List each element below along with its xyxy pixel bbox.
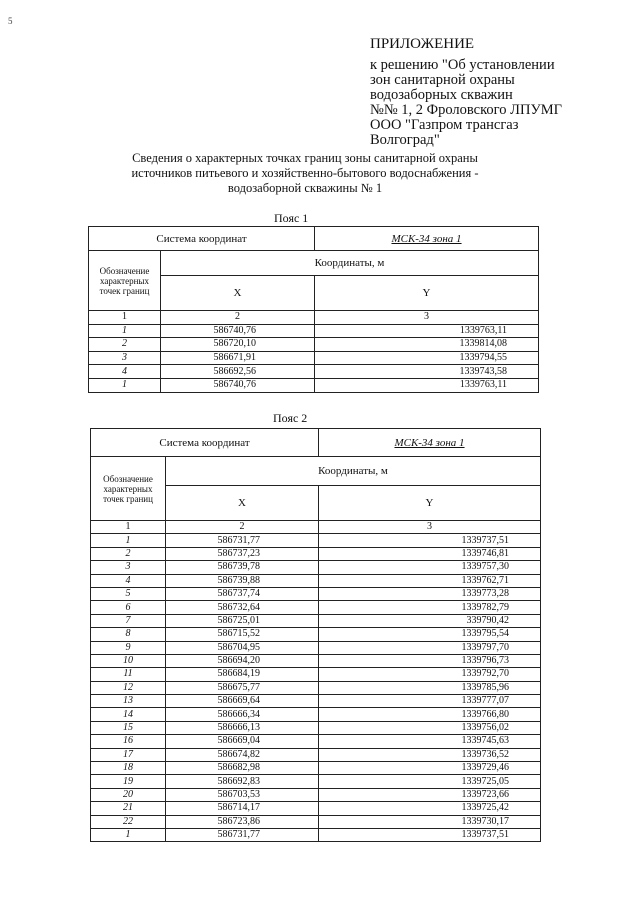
x-cell: 586674,82: [166, 748, 319, 761]
appendix-title: ПРИЛОЖЕНИЕ: [370, 36, 475, 52]
column-number: 3: [319, 521, 541, 534]
table-row: [91, 547, 541, 560]
column-number: 2: [161, 311, 315, 325]
y-cell: 1339746,81: [319, 547, 541, 560]
point-cell: 10: [91, 654, 166, 667]
y-cell: 1339723,66: [319, 788, 541, 801]
y-cell: 1339795,54: [319, 628, 541, 641]
x-cell: 586694,20: [166, 654, 319, 667]
x-cell: 586731,77: [166, 828, 319, 841]
table-row: [91, 654, 541, 667]
table-row: [91, 561, 541, 574]
x-cell: 586739,78: [166, 561, 319, 574]
table-row: [91, 708, 541, 721]
table-row: [91, 828, 541, 841]
y-cell: 1339763,11: [315, 378, 539, 392]
appendix-line: №№ 1, 2 Фроловского ЛПУМГ: [370, 102, 562, 118]
zone-1-coordinates-table: [88, 226, 539, 393]
y-cell: 1339763,11: [315, 324, 539, 338]
point-cell: 21: [91, 802, 166, 815]
table-row: [91, 681, 541, 694]
table-row: [91, 762, 541, 775]
zone-2-coordinates-table: [90, 428, 541, 842]
point-cell: 3: [91, 561, 166, 574]
appendix-block: [370, 36, 620, 148]
point-cell: 2: [91, 547, 166, 560]
point-cell: 14: [91, 708, 166, 721]
y-cell: 1339762,71: [319, 574, 541, 587]
y-cell: 1339777,07: [319, 695, 541, 708]
table-row: [91, 601, 541, 614]
table-row: [91, 587, 541, 600]
table-row: [91, 802, 541, 815]
table-row: [89, 338, 539, 352]
point-cell: 17: [91, 748, 166, 761]
column-number: 1: [89, 311, 161, 325]
y-cell: 1339757,30: [319, 561, 541, 574]
y-cell: 1339736,52: [319, 748, 541, 761]
column-number: 2: [166, 521, 319, 534]
y-cell: 1339729,46: [319, 762, 541, 775]
zone-1-label: Пояс 1: [274, 211, 309, 225]
column-numbers-row: [89, 311, 539, 325]
x-cell: 586739,88: [166, 574, 319, 587]
coords-header-row: [89, 251, 539, 276]
system-row: [91, 429, 541, 457]
y-cell: 1339794,55: [315, 351, 539, 365]
point-cell: 4: [91, 574, 166, 587]
table-row: [91, 775, 541, 788]
table-row: [91, 628, 541, 641]
appendix-body: [370, 58, 620, 148]
table-row: [89, 378, 539, 392]
x-cell: 586666,13: [166, 721, 319, 734]
x-cell: 586692,83: [166, 775, 319, 788]
x-cell: 586704,95: [166, 641, 319, 654]
x-cell: 586731,77: [166, 534, 319, 547]
x-cell: 586671,91: [161, 351, 315, 365]
point-cell: 4: [89, 365, 161, 379]
x-cell: 586723,86: [166, 815, 319, 828]
point-cell: 13: [91, 695, 166, 708]
table-row: [91, 614, 541, 627]
point-cell: 11: [91, 668, 166, 681]
x-cell: 586666,34: [166, 708, 319, 721]
y-cell: 1339773,28: [319, 587, 541, 600]
x-cell: 586684,19: [166, 668, 319, 681]
appendix-line: зон санитарной охраны: [370, 72, 515, 88]
system-value: МСК-34 зона 1: [319, 429, 541, 457]
notation-header: Обозначение характерных точек границ: [89, 251, 161, 311]
x-cell: 586669,04: [166, 735, 319, 748]
x-cell: 586737,23: [166, 547, 319, 560]
point-cell: 16: [91, 735, 166, 748]
table-row: [89, 365, 539, 379]
point-cell: 12: [91, 681, 166, 694]
heading-line: источников питьевого и хозяйственно-бытового водоснабжения -: [131, 166, 479, 180]
appendix-line: Волгоград": [370, 132, 440, 148]
coordinates-header: Координаты, м: [161, 251, 539, 276]
y-header: Y: [315, 276, 539, 311]
y-cell: 1339730,17: [319, 815, 541, 828]
y-cell: 1339756,02: [319, 721, 541, 734]
point-cell: 1: [91, 828, 166, 841]
point-cell: 9: [91, 641, 166, 654]
y-cell: 1339796,73: [319, 654, 541, 667]
point-cell: 1: [89, 378, 161, 392]
y-cell: 1339743,58: [315, 365, 539, 379]
point-cell: 3: [89, 351, 161, 365]
point-cell: 7: [91, 614, 166, 627]
column-numbers-row: [91, 521, 541, 534]
table-row: [91, 574, 541, 587]
table-row: [89, 324, 539, 338]
table-row: [91, 815, 541, 828]
point-cell: 20: [91, 788, 166, 801]
x-cell: 586714,17: [166, 802, 319, 815]
coords-header-row: [91, 457, 541, 486]
y-cell: 1339797,70: [319, 641, 541, 654]
table-row: [91, 788, 541, 801]
heading-line: Сведения о характерных точках границ зоны санитарной охраны: [132, 151, 478, 165]
y-cell: 1339745,63: [319, 735, 541, 748]
point-cell: 1: [89, 324, 161, 338]
table-row: [91, 735, 541, 748]
x-cell: 586682,98: [166, 762, 319, 775]
corner-mark: 5: [8, 16, 13, 26]
x-cell: 586732,64: [166, 601, 319, 614]
appendix-line: к решению "Об установлении: [370, 57, 555, 73]
x-cell: 586720,10: [161, 338, 315, 352]
appendix-line: водозаборных скважин: [370, 87, 513, 103]
point-cell: 5: [91, 587, 166, 600]
table-row: [91, 668, 541, 681]
zone-2-label: Пояс 2: [273, 411, 308, 425]
x-cell: 586740,76: [161, 378, 315, 392]
column-number: 1: [91, 521, 166, 534]
table-row: [89, 351, 539, 365]
appendix-line: ООО "Газпром трансгаз: [370, 117, 519, 133]
system-row: [89, 227, 539, 251]
system-value: МСК-34 зона 1: [315, 227, 539, 251]
heading-line: водозаборной скважины № 1: [227, 181, 383, 195]
table-row: [91, 534, 541, 547]
y-cell: 339790,42: [319, 614, 541, 627]
x-cell: 586737,74: [166, 587, 319, 600]
x-cell: 586740,76: [161, 324, 315, 338]
y-cell: 1339725,05: [319, 775, 541, 788]
x-header: X: [161, 276, 315, 311]
y-cell: 1339766,80: [319, 708, 541, 721]
point-cell: 22: [91, 815, 166, 828]
point-cell: 15: [91, 721, 166, 734]
x-cell: 586675,77: [166, 681, 319, 694]
x-cell: 586692,56: [161, 365, 315, 379]
y-cell: 1339725,42: [319, 802, 541, 815]
point-cell: 6: [91, 601, 166, 614]
x-cell: 586725,01: [166, 614, 319, 627]
point-cell: 2: [89, 338, 161, 352]
table-row: [91, 721, 541, 734]
system-label: Система координат: [91, 429, 319, 457]
x-header: X: [166, 486, 319, 521]
x-cell: 586703,53: [166, 788, 319, 801]
y-cell: 1339814,08: [315, 338, 539, 352]
y-header: Y: [319, 486, 541, 521]
y-cell: 1339792,70: [319, 668, 541, 681]
point-cell: 19: [91, 775, 166, 788]
x-cell: 586669,64: [166, 695, 319, 708]
point-cell: 1: [91, 534, 166, 547]
column-number: 3: [315, 311, 539, 325]
y-cell: 1339737,51: [319, 534, 541, 547]
y-cell: 1339782,79: [319, 601, 541, 614]
system-label: Система координат: [89, 227, 315, 251]
document-heading: [70, 151, 540, 196]
table-row: [91, 641, 541, 654]
x-cell: 586715,52: [166, 628, 319, 641]
point-cell: 8: [91, 628, 166, 641]
y-cell: 1339785,96: [319, 681, 541, 694]
table-row: [91, 695, 541, 708]
coordinates-header: Координаты, м: [166, 457, 541, 486]
table-row: [91, 748, 541, 761]
point-cell: 18: [91, 762, 166, 775]
notation-header: Обозначение характерных точек границ: [91, 457, 166, 521]
y-cell: 1339737,51: [319, 828, 541, 841]
